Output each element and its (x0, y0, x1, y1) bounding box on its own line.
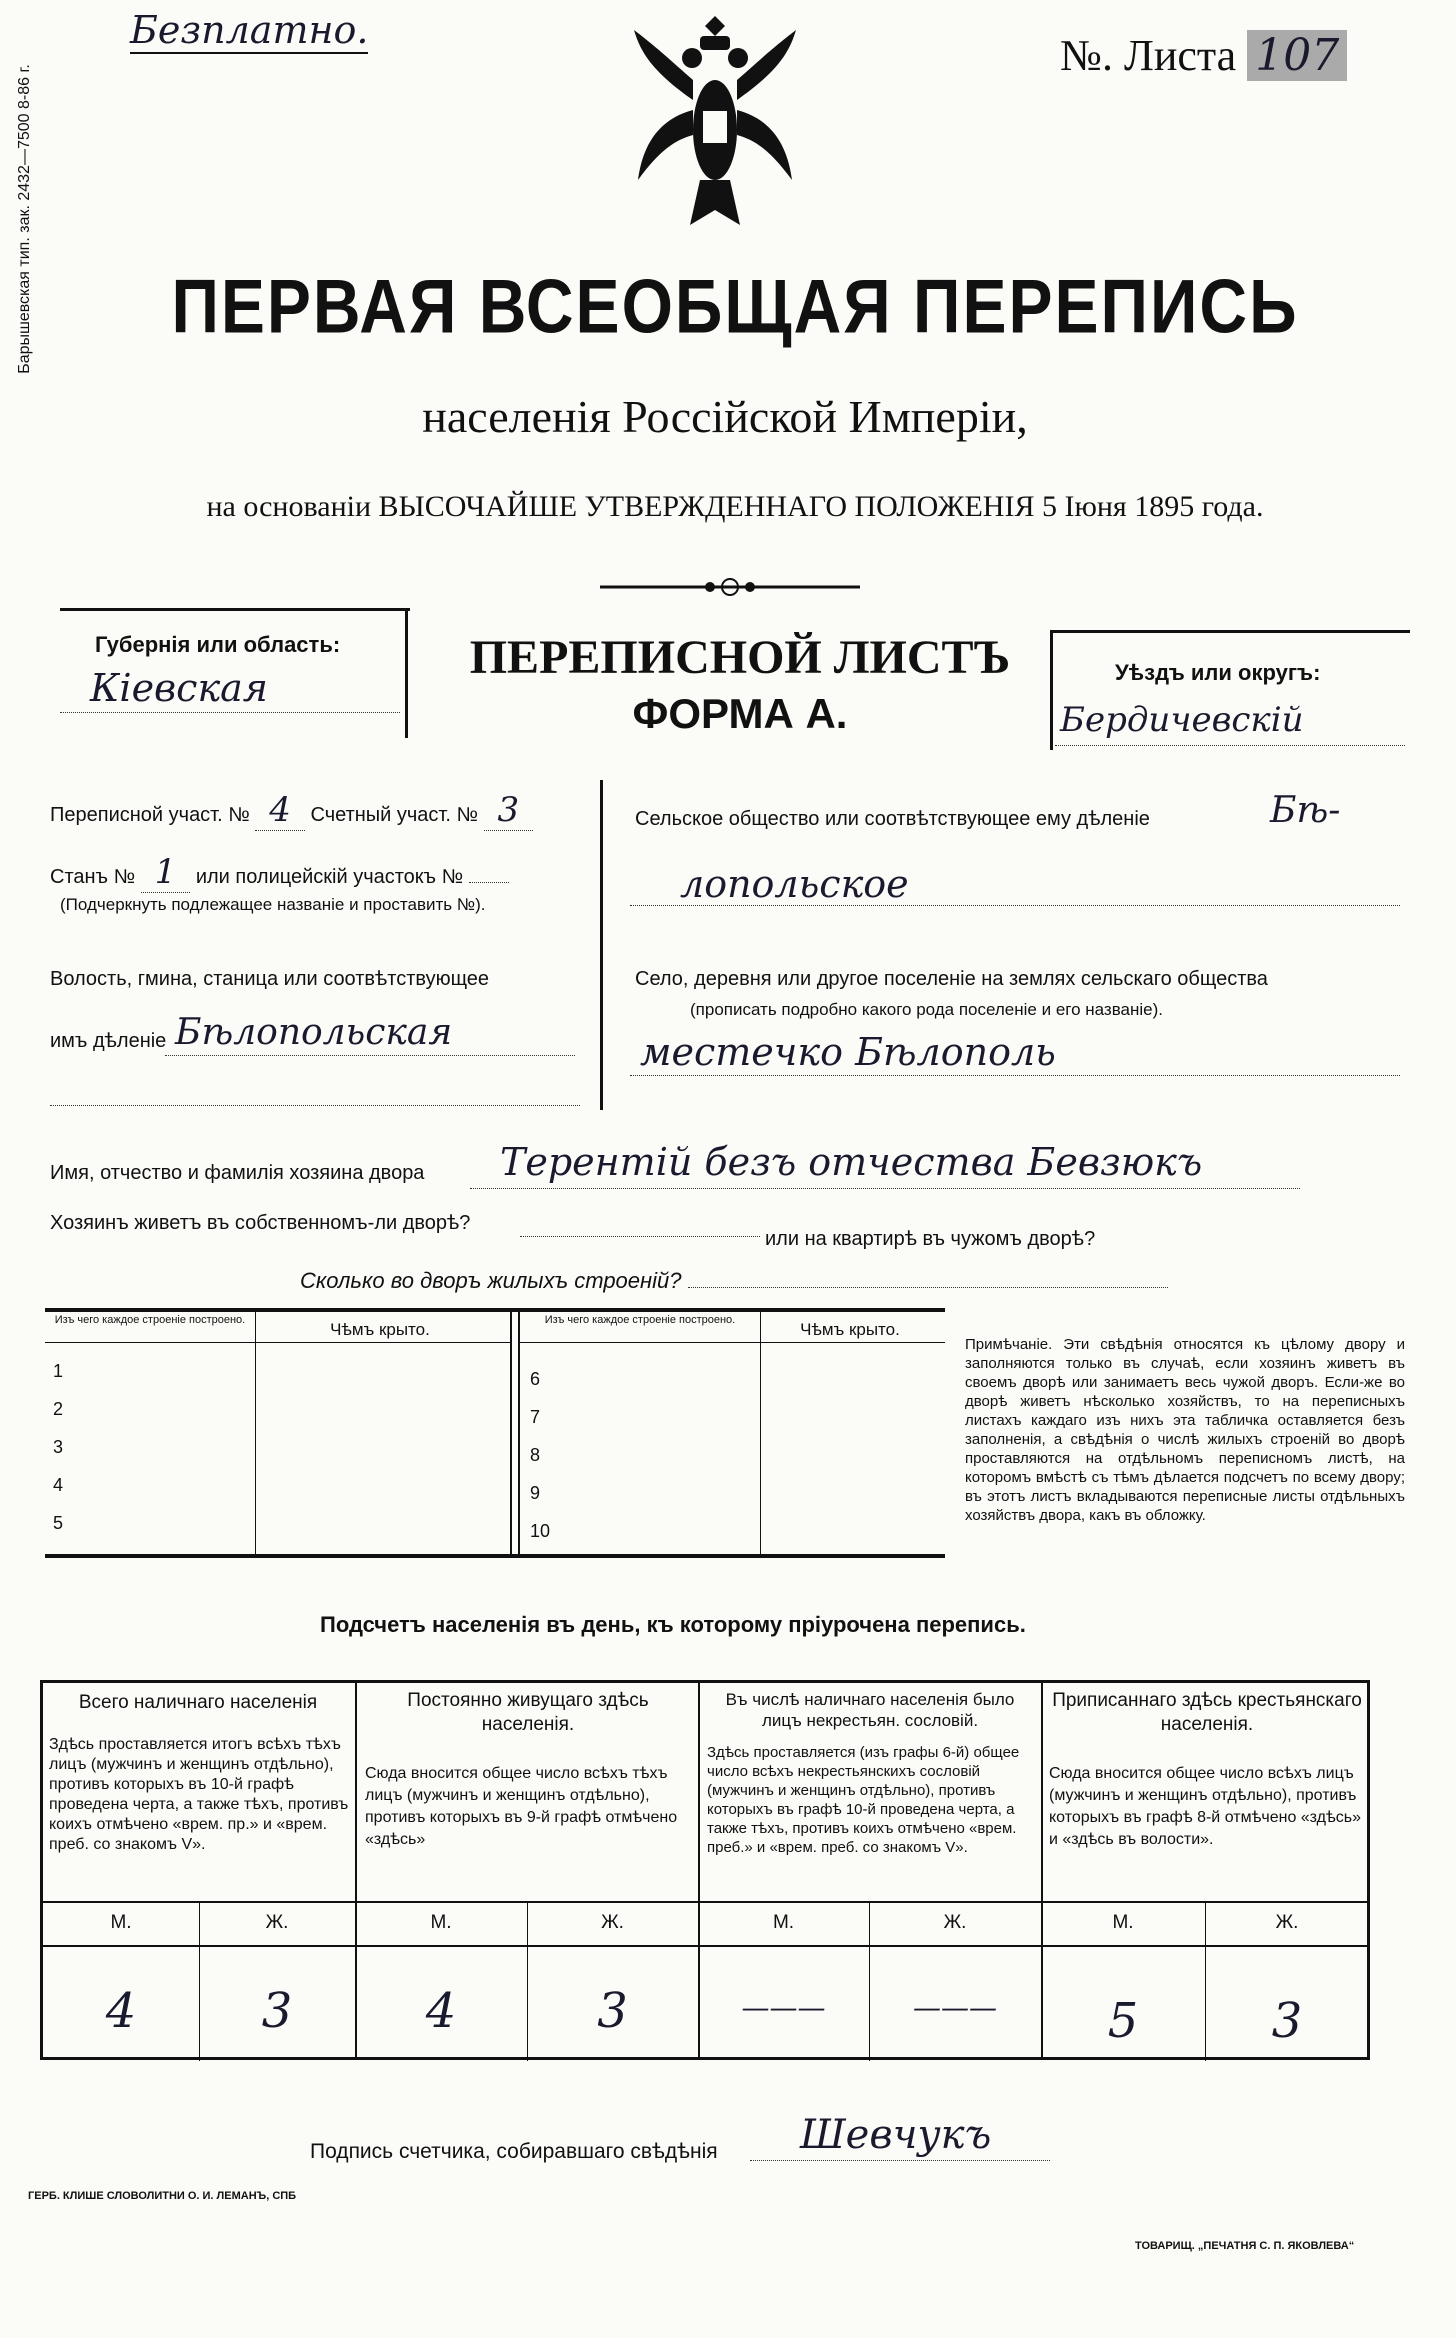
village-label: Село, деревня или другое поселеніе на землях сельскаго общества (635, 968, 1268, 990)
m-label-2: М. (430, 1912, 452, 1933)
val-f-1: 3 (261, 1983, 293, 2039)
val-f-4: 3 (1271, 1993, 1303, 2049)
count-area-value: 3 (484, 790, 534, 831)
sheet-number-value: 107 (1247, 30, 1347, 81)
col3-head: Въ числѣ наличнаго населенія было лицъ некрестьян. сословій. (725, 1690, 1015, 1730)
col2-head: Постоянно живущаго здѣсь населенія. (407, 1690, 649, 1735)
underline-note: (Подчеркнуть подлежащее названіе и проставить №). (60, 895, 486, 914)
census-area-row (50, 790, 533, 830)
val-m-3: ——— (741, 1991, 826, 2024)
val-f-2: 3 (597, 1983, 628, 2039)
volost-label-2: имъ дѣленіе (50, 1030, 167, 1052)
bt-row-8: 8 (530, 1445, 541, 1465)
stan-label: Станъ № (50, 866, 136, 888)
buildings-row (300, 1268, 1168, 1294)
bt-row-3: 3 (53, 1437, 64, 1457)
stan-row (50, 852, 509, 892)
f-label-4: Ж. (1275, 1912, 1299, 1933)
bt-row-6: 6 (530, 1369, 541, 1389)
note-text: Примѣчаніе. Эти свѣдѣнія относятся къ цѣлому двору и заполняются только въ случаѣ, если хозяинъ живетъ въ своемъ дворѣ или занимаетъ весь чужой дворъ. Если-же во дворѣ живетъ нѣсколько хозяйствъ, то на переписныхъ листахъ каждаго изъ нихъ эта табличка оставляется безъ заполненія, а свѣдѣнія о числѣ жилыхъ строеній во дворѣ проставляются на отдѣльномъ переписномъ листѣ, на которомъ вмѣстѣ съ тѣмъ дѣлается подсчетъ по всему двору; въ этотъ листъ вкладываются переписные листы отдѣльныхъ хозяйствъ двора, какъ въ обложку. (965, 1336, 1405, 1524)
buildings-table (45, 1308, 945, 1558)
bt-row-1: 1 (53, 1361, 64, 1381)
district-label: Уѣздъ или округъ: (1115, 660, 1321, 685)
val-m-2: 4 (425, 1983, 457, 2039)
col2-desc: Сюда вносится общее число всѣхъ тѣхъ лицъ (мужчинъ и женщинъ отдѣльно), противъ которыхъ въ 9-й графѣ отмѣчено «здѣсь» (365, 1765, 678, 1848)
free-stamp: Безплатно. (130, 8, 369, 52)
f-label-3: Ж. (943, 1912, 967, 1933)
f-label-2: Ж. (601, 1912, 624, 1933)
bt-row-2: 2 (53, 1399, 64, 1419)
owner-name-label: Имя, отчество и фамилія хозяина двора (50, 1162, 425, 1184)
sheet-number (1060, 30, 1347, 81)
census-area-value: 4 (255, 790, 305, 831)
ornament-divider (600, 575, 860, 599)
col4-desc: Сюда вносится общее число всѣхъ лицъ (мужчинъ и женщинъ отдѣльно), противъ которыхъ въ графѣ 8-й отмѣчено «здѣсь» и «здѣсь въ волости». (1049, 1765, 1362, 1848)
district-value: Бердичевскій (1060, 700, 1304, 740)
col4-head: Приписаннаго здѣсь крестьянскаго населенія. (1052, 1690, 1362, 1735)
col1-head: Всего наличнаго населенія (78, 1692, 318, 1713)
bt-head-material-left: Изъ чего каждое строеніе построено. (54, 1314, 246, 1326)
basis-line: на основаніи ВЫСОЧАЙШЕ УТВЕРЖДЕННАГО ПОЛОЖЕНІЯ 5 Іюня 1895 года. (206, 490, 1264, 523)
sheet-number-label: №. Листа (1060, 31, 1237, 80)
bt-rows-right (530, 1360, 550, 1550)
bt-row-9: 9 (530, 1483, 541, 1503)
side-print: Барышевская тип. зак. 2432—7500 8-86 г. (16, 64, 33, 374)
count-area-label: Счетный участ. № (310, 804, 478, 826)
province-value: Кіевская (90, 666, 268, 710)
m-label-1: М. (110, 1912, 132, 1933)
m-label-4: М. (1112, 1912, 1134, 1933)
m-label-3: М. (772, 1912, 795, 1933)
f-label-1: Ж. (265, 1912, 289, 1933)
count-title: Подсчетъ населенія въ день, къ которому пріурочена перепись. (320, 1612, 1026, 1637)
bt-row-7: 7 (530, 1407, 541, 1427)
census-area-label: Переписной участ. № (50, 804, 250, 826)
bt-row-10: 10 (530, 1521, 551, 1541)
page-title: ПЕРВАЯ ВСЕОБЩАЯ ПЕРЕПИСЬ (171, 263, 1299, 349)
bt-row-4: 4 (53, 1475, 64, 1495)
bt-rows-left (53, 1352, 63, 1542)
bt-head-roof-left: Чѣмъ крыто. (330, 1320, 430, 1339)
count-table (40, 1680, 1370, 2060)
footer-right: ТОВАРИЩ. „ПЕЧАТНЯ С. П. ЯКОВЛЕВА“ (1135, 2240, 1355, 2252)
rent-label: или на квартирѣ въ чужомъ дворѣ? (765, 1228, 1096, 1250)
province-label: Губернія или область: (95, 632, 341, 657)
own-yard-label: Хозяинъ живетъ въ собственномъ-ли дворѣ? (50, 1212, 471, 1234)
buildings-label: Сколько во дворъ жилыхъ строеній? (300, 1268, 682, 1293)
bt-head-material-right: Изъ чего каждое строеніе построено. (544, 1314, 736, 1326)
society-label: Сельское общество или соотвѣтствующее ему дѣленіе (635, 808, 1150, 830)
col1-desc: Здѣсь проставляется итогъ всѣхъ тѣхъ лицъ (мужчинъ и женщинъ отдѣльно), противъ которыхъ въ 10-й графѣ проведена черта, а также тѣхъ, противъ коихъ отмѣчено «врем. пр.» и «врем. преб. со знакомъ V». (49, 1736, 349, 1853)
imperial-eagle-icon (630, 10, 800, 240)
page-subtitle: населенія Россійской Имперіи, (422, 391, 1028, 442)
village-value: местечко Бѣлополь (640, 1030, 1056, 1074)
bt-row-5: 5 (53, 1513, 64, 1533)
society-value-1: Бѣ- (1270, 790, 1341, 831)
form-subtitle: ФОРМА А. (632, 690, 848, 737)
signature-value: Шевчукъ (800, 2112, 992, 2158)
form-title: ПЕРЕПИСНОЙ ЛИСТЪ (469, 631, 1011, 684)
police-label: или полицейскій участокъ № (195, 866, 464, 888)
col3-desc: Здѣсь проставляется (изъ графы 6-й) общее число всѣхъ некрестьянскихъ сословій (мужчинъ и женщинъ отдѣльно), противъ которыхъ въ графѣ 10-й проведена черта, а также тѣхъ, противъ коихъ отмѣчено «врем. преб.» и «врем. преб. со знакомъ V». (707, 1744, 1020, 1856)
signature-label: Подпись счетчика, собиравшаго свѣдѣнія (310, 2140, 718, 2163)
val-f-3: ——— (913, 1991, 997, 2024)
bt-head-roof-right: Чѣмъ крыто. (800, 1320, 900, 1339)
volost-label: Волость, гмина, станица или соотвѣтствующее (50, 968, 490, 990)
society-value-2: лопольское (680, 862, 909, 906)
stan-value: 1 (141, 852, 191, 893)
val-m-1: 4 (105, 1983, 137, 2039)
volost-value: Бѣлопольская (175, 1012, 453, 1053)
village-note: (прописать подробно какого рода поселеніе и его названіе). (690, 1000, 1164, 1019)
val-m-4: 5 (1107, 1993, 1139, 2049)
footer-left: ГЕРБ. КЛИШЕ СЛОВОЛИТНИ О. И. ЛЕМАНЪ, СПБ (28, 2190, 297, 2202)
owner-name-value: Терентій безъ отчества Бевзюкъ (500, 1140, 1203, 1184)
